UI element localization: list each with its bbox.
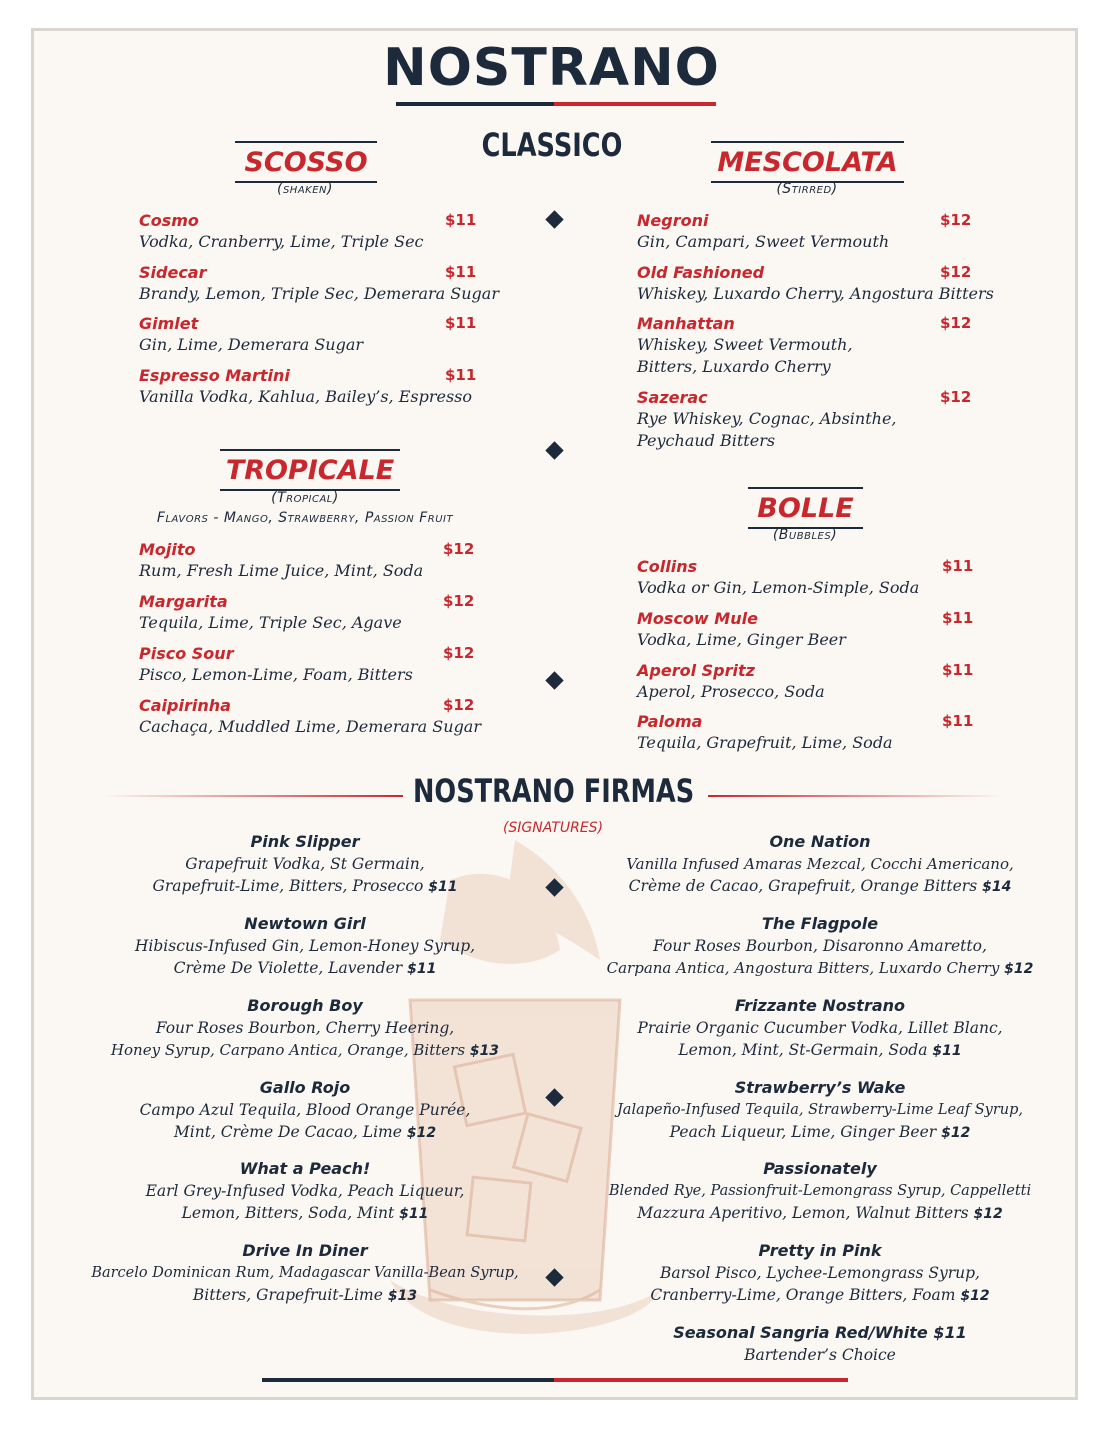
signature-price: $13 bbox=[387, 1288, 418, 1304]
signature-item bbox=[45, 1240, 565, 1307]
item-price: $11 bbox=[942, 557, 974, 575]
item-description: Tequila, Lime, Triple Sec, Agave bbox=[139, 613, 402, 632]
item-name: Sazerac bbox=[637, 388, 708, 407]
signature-name: What a Peach! bbox=[239, 1159, 371, 1178]
signature-description: Lemon, Bitters, Soda, Mint bbox=[181, 1204, 395, 1222]
signature-item bbox=[55, 913, 555, 980]
signature-name: Passionately bbox=[763, 1159, 877, 1178]
signature-description: Hibiscus-Infused Gin, Lemon-Honey Syrup, bbox=[134, 937, 476, 955]
signature-name: Frizzante Nostrano bbox=[734, 996, 906, 1015]
brand-title: NOSTRANO bbox=[383, 38, 720, 98]
item-description: Whiskey, Luxardo Cherry, Angostura Bitters bbox=[637, 284, 994, 303]
item-description: Brandy, Lemon, Triple Sec, Demerara Sugar bbox=[139, 284, 499, 303]
signature-description: Earl Grey-Infused Vodka, Peach Liqueur, bbox=[145, 1182, 465, 1200]
item-name: Caipirinha bbox=[139, 696, 231, 715]
signature-description: Carpana Antica, Angostura Bitters, Luxardo Cherry bbox=[606, 959, 1000, 977]
item-description: Tequila, Grapefruit, Lime, Soda bbox=[637, 733, 893, 752]
list-item bbox=[139, 262, 499, 305]
signature-name: Drive In Diner bbox=[242, 1241, 368, 1260]
list-item bbox=[139, 365, 477, 408]
item-description: Gin, Lime, Demerara Sugar bbox=[139, 335, 364, 354]
signature-item bbox=[565, 1240, 1075, 1307]
signature-price: $12 bbox=[973, 1206, 1003, 1222]
item-price: $12 bbox=[940, 263, 972, 281]
signature-description: Four Roses Bourbon, Cherry Heering, bbox=[155, 1019, 455, 1037]
brand-underline-navy bbox=[396, 102, 554, 106]
item-price: $11 bbox=[445, 263, 477, 281]
signature-price: $12 bbox=[960, 1288, 990, 1304]
item-price: $11 bbox=[942, 712, 974, 730]
signature-price: $12 bbox=[1004, 961, 1034, 977]
signature-name: The Flagpole bbox=[761, 914, 879, 933]
signature-name: Pretty in Pink bbox=[758, 1241, 882, 1260]
signature-item bbox=[565, 913, 1075, 980]
signature-description: Mint, Crème De Cacao, Lime bbox=[173, 1123, 402, 1141]
item-description: Rye Whiskey, Cognac, Absinthe, bbox=[637, 409, 897, 428]
item-description: Aperol, Prosecco, Soda bbox=[637, 682, 825, 701]
item-price: $12 bbox=[443, 592, 475, 610]
list-item bbox=[637, 387, 972, 452]
signature-description: Bitters, Grapefruit-Lime bbox=[192, 1286, 383, 1304]
signature-description: Bartender’s Choice bbox=[744, 1346, 896, 1364]
signature-item bbox=[55, 1158, 555, 1225]
scosso-heading: SCOSSO bbox=[235, 141, 377, 183]
signature-price: $14 bbox=[982, 879, 1012, 895]
signature-description: Blended Rye, Passionfruit-Lemongrass Syrup, Cappelletti bbox=[608, 1183, 1032, 1199]
signature-description: Barsol Pisco, Lychee-Lemongrass Syrup, bbox=[660, 1264, 980, 1282]
signature-item bbox=[55, 995, 555, 1062]
item-description: Pisco, Lemon-Lime, Foam, Bitters bbox=[139, 665, 413, 684]
item-price: $11 bbox=[445, 314, 477, 332]
item-price: $12 bbox=[940, 211, 972, 229]
item-name: Cosmo bbox=[139, 211, 199, 230]
item-name: Sidecar bbox=[139, 263, 207, 282]
item-price: $11 bbox=[942, 609, 974, 627]
signature-price: $11 bbox=[932, 1043, 962, 1059]
list-item bbox=[637, 711, 974, 754]
brand-underline-red bbox=[554, 102, 716, 106]
footer-rule-navy bbox=[262, 1378, 554, 1382]
list-item bbox=[139, 210, 477, 253]
list-item bbox=[637, 660, 974, 703]
signature-price: $12 bbox=[941, 1125, 971, 1141]
item-price: $11 bbox=[942, 661, 974, 679]
firmas-subtitle: (SIGNATURES) bbox=[502, 820, 604, 836]
tropicale-subtitle: (Tropical) bbox=[271, 490, 339, 506]
signature-price: $11 bbox=[933, 1323, 967, 1342]
signature-name: Strawberry’s Wake bbox=[734, 1078, 906, 1097]
tropicale-heading: TROPICALE bbox=[220, 449, 400, 491]
signature-name: Newtown Girl bbox=[244, 914, 366, 933]
item-price: $12 bbox=[940, 314, 972, 332]
signature-item bbox=[55, 831, 555, 898]
mescolata-subtitle: (Stirred) bbox=[776, 181, 838, 197]
list-item bbox=[139, 695, 481, 738]
signature-description: Lemon, Mint, St-Germain, Soda bbox=[678, 1041, 928, 1059]
sangria-item bbox=[565, 1322, 1075, 1366]
list-item bbox=[637, 210, 972, 253]
list-item bbox=[139, 313, 477, 356]
signature-item bbox=[565, 831, 1075, 898]
item-description: Vodka, Cranberry, Lime, Triple Sec bbox=[139, 232, 424, 251]
signature-description: Crème de Cacao, Grapefruit, Orange Bitters bbox=[628, 877, 978, 895]
item-name: Collins bbox=[637, 557, 698, 576]
item-description: Vodka, Lime, Ginger Beer bbox=[637, 630, 846, 649]
item-name: Margarita bbox=[139, 592, 228, 611]
list-item bbox=[139, 643, 475, 686]
item-description: Vodka or Gin, Lemon-Simple, Soda bbox=[637, 578, 920, 597]
firmas-rule-left bbox=[103, 795, 403, 797]
item-description: Whiskey, Sweet Vermouth, bbox=[637, 335, 853, 354]
signature-description: Jalapeño-Infused Tequila, Strawberry-Lime Leaf Syrup, bbox=[616, 1102, 1024, 1118]
list-item bbox=[637, 608, 974, 651]
signature-item bbox=[55, 1077, 555, 1144]
item-name: Moscow Mule bbox=[637, 609, 758, 628]
item-description: Gin, Campari, Sweet Vermouth bbox=[637, 232, 890, 251]
signature-name: One Nation bbox=[769, 832, 871, 851]
list-item bbox=[637, 262, 994, 305]
list-item bbox=[637, 556, 974, 599]
footer-rule-red bbox=[554, 1378, 848, 1382]
signature-description: Crème De Violette, Lavender bbox=[173, 959, 403, 977]
firmas-rule-right bbox=[708, 795, 1003, 797]
item-name: Old Fashioned bbox=[637, 263, 765, 282]
item-name: Paloma bbox=[637, 712, 703, 731]
signature-name: Borough Boy bbox=[247, 996, 363, 1015]
item-name: Mojito bbox=[139, 540, 196, 559]
item-price: $11 bbox=[445, 366, 477, 384]
scosso-subtitle: (shaken) bbox=[277, 181, 333, 197]
signature-price: $12 bbox=[406, 1125, 437, 1141]
item-name: Gimlet bbox=[139, 314, 199, 333]
list-item bbox=[637, 313, 972, 378]
signature-description: Peach Liqueur, Lime, Ginger Beer bbox=[669, 1123, 937, 1141]
signature-price: $11 bbox=[428, 879, 458, 895]
signature-description: Prairie Organic Cucumber Vodka, Lillet Blanc, bbox=[637, 1019, 1003, 1037]
item-price: $11 bbox=[445, 211, 477, 229]
mescolata-heading: MESCOLATA bbox=[711, 141, 904, 183]
item-description: Cachaça, Muddled Lime, Demerara Sugar bbox=[139, 717, 481, 736]
signature-price: $11 bbox=[407, 961, 437, 977]
signature-description: Grapefruit Vodka, St Germain, bbox=[185, 855, 425, 873]
signature-description: Mazzura Aperitivo, Lemon, Walnut Bitters bbox=[637, 1204, 969, 1222]
item-name: Pisco Sour bbox=[139, 644, 234, 663]
signature-item bbox=[565, 1077, 1075, 1144]
item-description: Vanilla Vodka, Kahlua, Bailey’s, Espresso bbox=[139, 387, 473, 406]
signature-description: Vanilla Infused Amaras Mezcal, Cocchi Americano, bbox=[626, 855, 1014, 873]
signature-description: Barcelo Dominican Rum, Madagascar Vanilla-Bean Syrup, bbox=[91, 1265, 519, 1281]
item-price: $12 bbox=[443, 696, 475, 714]
signature-name: Pink Slipper bbox=[250, 832, 360, 851]
signature-description: Grapefruit-Lime, Bitters, Prosecco bbox=[152, 877, 424, 895]
item-price: $12 bbox=[940, 388, 972, 406]
signature-item bbox=[565, 995, 1075, 1062]
list-item bbox=[139, 591, 475, 634]
item-description: Rum, Fresh Lime Juice, Mint, Soda bbox=[139, 561, 424, 580]
item-description: Peychaud Bitters bbox=[637, 431, 776, 450]
signature-description: Campo Azul Tequila, Blood Orange Purée, bbox=[139, 1101, 471, 1119]
signature-description: Cranberry-Lime, Orange Bitters, Foam bbox=[650, 1286, 956, 1304]
signature-description: Four Roses Bourbon, Disaronno Amaretto, bbox=[653, 937, 987, 955]
item-name: Aperol Spritz bbox=[637, 661, 755, 680]
firmas-heading: NOSTRANO FIRMAS bbox=[413, 772, 695, 810]
signature-description: Honey Syrup, Carpano Antica, Orange, Bitters bbox=[110, 1041, 466, 1059]
signature-price: $13 bbox=[469, 1043, 500, 1059]
item-name: Espresso Martini bbox=[139, 366, 290, 385]
bolle-heading: BOLLE bbox=[748, 487, 863, 529]
item-description: Bitters, Luxardo Cherry bbox=[637, 357, 831, 376]
bolle-subtitle: (Bubbles) bbox=[772, 527, 838, 543]
signature-name: Gallo Rojo bbox=[259, 1078, 351, 1097]
item-price: $12 bbox=[443, 540, 475, 558]
classico-heading: CLASSICO bbox=[481, 126, 623, 164]
item-price: $12 bbox=[443, 644, 475, 662]
signature-price: $11 bbox=[399, 1206, 429, 1222]
item-name: Negroni bbox=[637, 211, 709, 230]
list-item bbox=[139, 539, 475, 582]
signature-item bbox=[565, 1158, 1075, 1225]
item-name: Manhattan bbox=[637, 314, 735, 333]
signature-name: Seasonal Sangria Red/White bbox=[673, 1323, 928, 1342]
tropicale-flavors: Flavors - Mango, Strawberry, Passion Fruit bbox=[156, 510, 454, 526]
